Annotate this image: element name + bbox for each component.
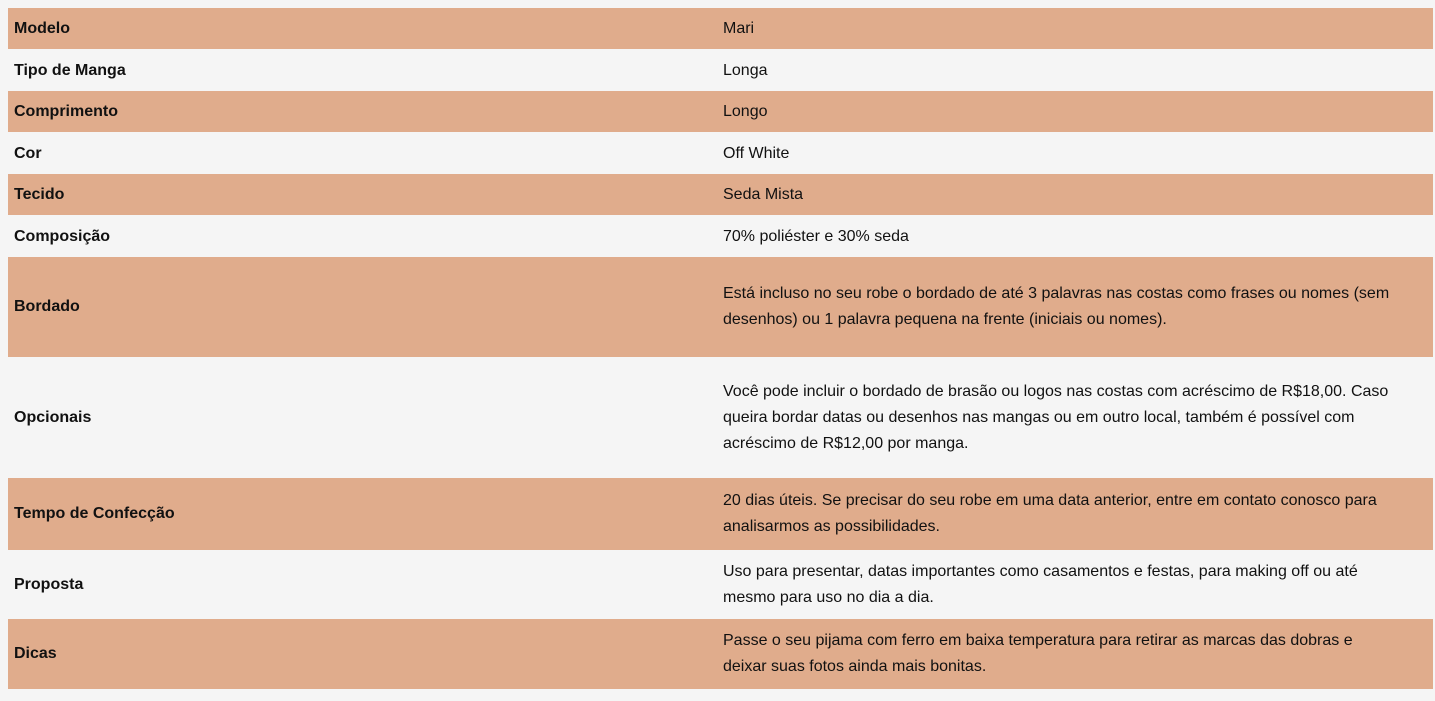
spec-row-comprimento — [8, 91, 1433, 133]
spec-label: Proposta — [8, 551, 716, 620]
spec-row-composicao — [8, 216, 1433, 258]
spec-label: Comprimento — [8, 91, 716, 133]
spec-row-dicas — [8, 619, 1433, 689]
spec-value: Mari — [716, 8, 1433, 50]
spec-value: Seda Mista — [716, 174, 1433, 216]
spec-row-tecido — [8, 174, 1433, 216]
spec-label: Tempo de Confecção — [8, 478, 716, 551]
spec-row-modelo — [8, 8, 1433, 50]
product-specs-container — [8, 8, 1433, 689]
spec-row-tempo-de-confeccao — [8, 478, 1433, 551]
spec-label: Tecido — [8, 174, 716, 216]
spec-row-tipo-de-manga — [8, 50, 1433, 92]
spec-value: Longo — [716, 91, 1433, 133]
spec-label: Composição — [8, 216, 716, 258]
product-specs-table — [8, 8, 1433, 689]
spec-label: Dicas — [8, 619, 716, 689]
spec-value: Está incluso no seu robe o bordado de até 3 palavras nas costas como frases ou nomes (sem desenhos) ou 1 palavra pequena na frente (iniciais ou nomes). — [716, 257, 1433, 358]
spec-label: Tipo de Manga — [8, 50, 716, 92]
spec-row-opcionais — [8, 358, 1433, 479]
spec-value: Off White — [716, 133, 1433, 175]
spec-value: Passe o seu pijama com ferro em baixa temperatura para retirar as marcas das dobras e deixar suas fotos ainda mais bonitas. — [716, 619, 1433, 689]
spec-row-cor — [8, 133, 1433, 175]
spec-value: Longa — [716, 50, 1433, 92]
spec-value: 20 dias úteis. Se precisar do seu robe em uma data anterior, entre em contato conosco para analisarmos as possibilidades. — [716, 478, 1433, 551]
spec-label: Bordado — [8, 257, 716, 358]
spec-value: 70% poliéster e 30% seda — [716, 216, 1433, 258]
spec-value: Você pode incluir o bordado de brasão ou logos nas costas com acréscimo de R$18,00. Caso queira bordar datas ou desenhos nas mangas ou em outro local, também é possível com acréscimo de R$12,00 por manga. — [716, 358, 1433, 479]
spec-label: Opcionais — [8, 358, 716, 479]
spec-label: Modelo — [8, 8, 716, 50]
spec-row-proposta — [8, 551, 1433, 620]
spec-row-bordado — [8, 257, 1433, 358]
spec-label: Cor — [8, 133, 716, 175]
spec-value: Uso para presentar, datas importantes como casamentos e festas, para making off ou até mesmo para uso no dia a dia. — [716, 551, 1433, 620]
